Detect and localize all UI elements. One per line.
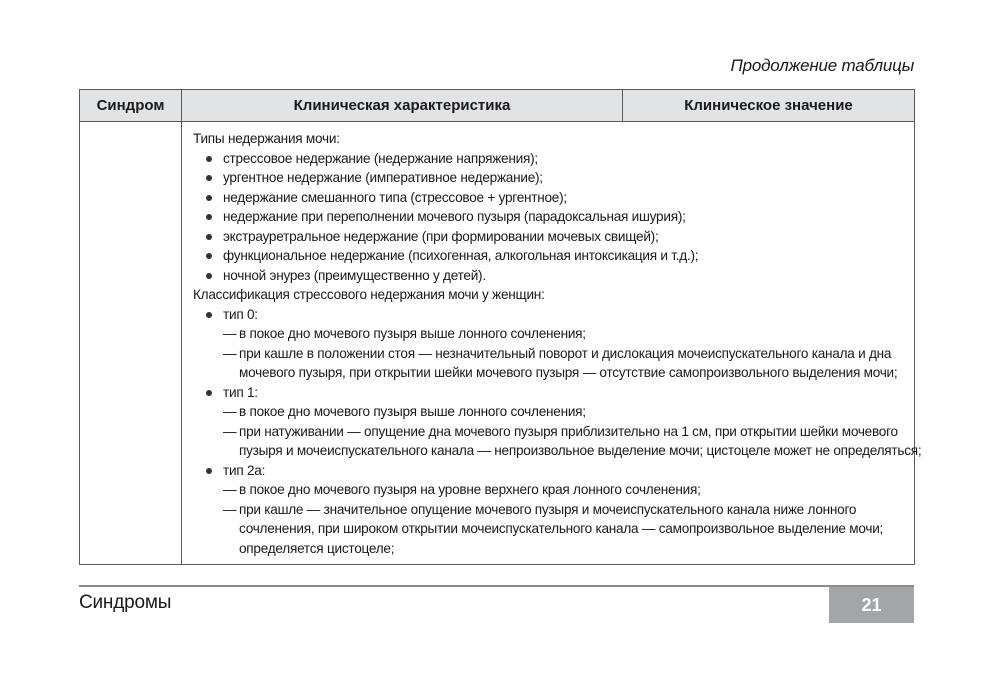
bullet-text: ургентное недержание (императивное недержание); bbox=[223, 170, 543, 185]
page-number: 21 bbox=[861, 594, 882, 615]
dash-item bbox=[193, 480, 904, 500]
dash-icon: — bbox=[223, 423, 237, 439]
header-clinical-characteristic: Клиническая характеристика bbox=[182, 90, 623, 122]
continuation-line: пузыря и мочеиспускательного канала — непроизвольное выделение мочи; цистоцеле может не определяться; bbox=[239, 443, 922, 458]
bullet-item bbox=[193, 149, 904, 169]
dash-text: в покое дно мочевого пузыря выше лонного сочленения; bbox=[239, 326, 586, 341]
bullet-icon bbox=[206, 390, 212, 396]
dash-item bbox=[193, 422, 904, 442]
dash-icon: — bbox=[223, 501, 237, 517]
bullet-icon bbox=[206, 468, 212, 474]
table-continuation-label: Продолжение таблицы bbox=[730, 56, 914, 75]
dash-icon: — bbox=[223, 326, 237, 341]
content-lines bbox=[193, 129, 922, 558]
bullet-item bbox=[193, 227, 904, 247]
dash-icon: — bbox=[223, 345, 237, 361]
bullet-text: экстрауретральное недержание (при формировании мочевых свищей); bbox=[223, 228, 659, 244]
bullet-text: ночной энурез (преимущественно у детей). bbox=[223, 267, 486, 283]
dash-text: при кашле в положении стоя — незначительный поворот и дислокация мочеиспускательного канала и дна bbox=[239, 345, 892, 361]
header-syndrome: Синдром bbox=[80, 90, 182, 122]
dash-item bbox=[193, 500, 904, 520]
dash-text: в покое дно мочевого пузыря на уровне верхнего края лонного сочленения; bbox=[239, 482, 701, 497]
bullet-text: недержание при переполнении мочевого пузыря (парадоксальная ишурия); bbox=[223, 209, 686, 224]
footer-section-title: Синдромы bbox=[79, 592, 172, 613]
bullet-icon bbox=[206, 175, 212, 181]
bullet-icon bbox=[206, 312, 212, 318]
bullet-text: тип 0: bbox=[223, 306, 258, 322]
dash-text: при натуживании — опущение дна мочевого пузыря приблизительно на 1 см, при открытии шейки мочевого bbox=[239, 423, 898, 439]
bullet-icon bbox=[206, 214, 212, 220]
characteristic-cell bbox=[182, 122, 922, 565]
bullet-text: тип 1: bbox=[223, 384, 258, 400]
bullet-text: недержание смешанного типа (стрессовое + ургентное); bbox=[223, 189, 567, 205]
dash-icon: — bbox=[223, 482, 237, 497]
bullet-item bbox=[193, 383, 904, 403]
dash-icon: — bbox=[223, 404, 237, 419]
bullet-item bbox=[193, 246, 904, 266]
dash-text: при кашле — значительное опущение мочевого пузыря и мочеиспускательного канала ниже лонного bbox=[239, 501, 857, 517]
bullet-icon bbox=[206, 156, 212, 162]
continuation-line: сочленения, при широком открытии мочеиспускательного канала — самопроизвольное выделение мочи; bbox=[239, 521, 884, 536]
page-number-badge bbox=[829, 587, 914, 623]
text-line: Типы недержания мочи: bbox=[193, 131, 340, 146]
text-line: Классификация стрессового недержания мочи у женщин: bbox=[193, 287, 545, 302]
bullet-text: функциональное недержание (психогенная, алкогольная интоксикация и т.д.); bbox=[223, 248, 699, 263]
bullet-item bbox=[193, 266, 904, 286]
bullet-text: стрессовое недержание (недержание напряжения); bbox=[223, 150, 538, 166]
bullet-icon bbox=[206, 253, 212, 259]
dash-text: в покое дно мочевого пузыря выше лонного сочленения; bbox=[239, 404, 586, 419]
dash-item bbox=[193, 344, 904, 364]
syndrome-cell bbox=[80, 122, 182, 565]
table-row bbox=[80, 122, 915, 565]
syndrome-table bbox=[79, 89, 922, 565]
footer-divider bbox=[79, 585, 914, 587]
bullet-text: тип 2а: bbox=[223, 462, 266, 478]
bullet-icon bbox=[206, 273, 212, 279]
continuation-line: определяется цистоцеле; bbox=[239, 540, 395, 556]
header-clinical-significance: Клиническое значение bbox=[623, 90, 915, 122]
bullet-item bbox=[193, 305, 904, 325]
dash-item bbox=[193, 402, 904, 422]
bullet-item bbox=[193, 461, 904, 481]
table-header-row bbox=[80, 90, 915, 122]
dash-item bbox=[193, 324, 904, 344]
continuation-line: мочевого пузыря, при открытии шейки мочевого пузыря — отсутствие самопроизвольного выделения мочи; bbox=[239, 365, 898, 380]
bullet-item bbox=[193, 188, 904, 208]
bullet-item bbox=[193, 207, 904, 227]
bullet-icon bbox=[206, 195, 212, 201]
bullet-item bbox=[193, 168, 904, 188]
bullet-icon bbox=[206, 234, 212, 240]
